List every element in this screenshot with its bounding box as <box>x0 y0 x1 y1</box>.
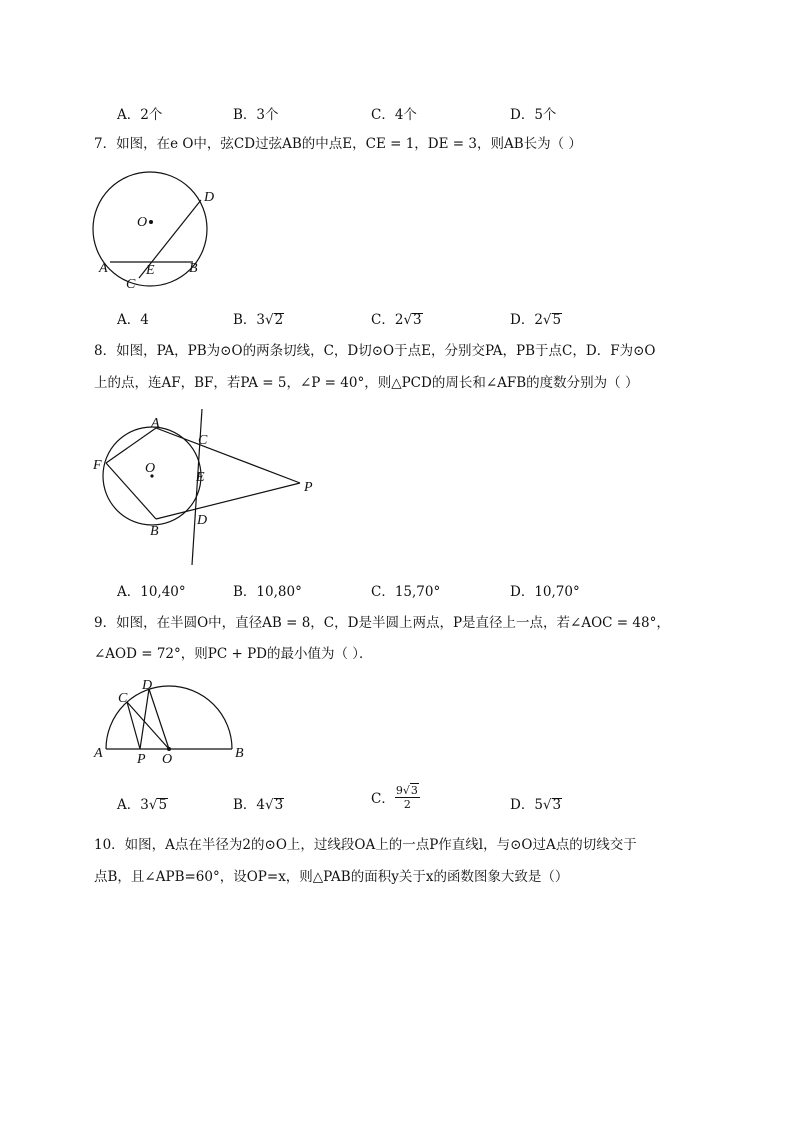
q8-stem-line1: 8．如图，PA，PB为⊙O的两条切线，C，D切⊙O于点E，分别交PA，PB于点C，D．F为⊙O <box>94 343 656 359</box>
q10-stem-line2: 点B，且∠APB=60°，设OP=x，则△PAB的面积y关于x的函数图象大致是（） <box>94 869 569 885</box>
q9-option-b[interactable]: B．4√3 <box>233 797 284 813</box>
q9-label-a: A <box>94 746 103 761</box>
q9-option-c[interactable]: C． $\frac{9√3}{2}$ <box>371 784 418 811</box>
q8-label-c: C <box>198 433 208 448</box>
q7-label-c: C <box>126 277 136 292</box>
q6-option-d[interactable]: D．5个 <box>510 107 557 123</box>
q9-label-o: O <box>162 752 173 767</box>
q7-figure <box>85 175 235 295</box>
q9-label-p: P <box>137 752 146 767</box>
q7-label-b: B <box>189 261 198 276</box>
q7-label-d: D <box>204 190 215 205</box>
q8-label-o: O <box>145 461 156 476</box>
q8-label-b: B <box>150 524 159 539</box>
q9-option-a[interactable]: A．3√5 <box>117 797 168 813</box>
q9-stem-line1: 9．如图，在半圆O中，直径AB = 8，C，D是半圆上两点，P是直径上一点，若∠AOC = 48°， <box>94 615 670 631</box>
q6-option-a[interactable]: A．2个 <box>117 107 163 123</box>
q7-stem: 7．如图，在e O中，弦CD过弦AB的中点E，CE = 1，DE = 3，则AB长为（ ） <box>94 136 582 152</box>
q8-option-c[interactable]: C．15,70° <box>371 584 441 600</box>
q7-option-a[interactable]: A．4 <box>117 312 149 328</box>
q7-label-o: O <box>137 215 148 230</box>
q8-option-d[interactable]: D．10,70° <box>510 584 580 600</box>
q8-stem-line2: 上的点，连AF，BF，若PA = 5，∠P = 40°，则△PCD的周长和∠AFB的度数分别为（ ） <box>94 375 639 391</box>
q8-option-a[interactable]: A．10,40° <box>117 584 186 600</box>
q8-label-f: F <box>93 458 102 473</box>
q9-option-d[interactable]: D．5√3 <box>510 797 562 813</box>
q7-option-b[interactable]: B．3√2 <box>233 312 284 328</box>
q8-label-a: A <box>151 416 160 431</box>
q8-label-p: P <box>304 480 313 495</box>
q8-label-e: E <box>196 470 205 485</box>
q9-stem-line2: ∠AOD = 72°，则PC + PD的最小值为（ ）． <box>94 646 373 662</box>
q9-label-d: D <box>142 678 153 693</box>
q7-label-a: A <box>99 261 108 276</box>
q10-stem-line1: 10．如图，A点在半径为2的⊙O上，过线段OA上的一点P作直线l，与⊙O过A点的切线交于 <box>94 837 637 853</box>
q6-option-b[interactable]: B．3个 <box>233 107 279 123</box>
q8-label-d: D <box>197 513 208 528</box>
q9-label-c: C <box>118 691 128 706</box>
q8-option-b[interactable]: B．10,80° <box>233 584 302 600</box>
q7-option-c[interactable]: C．2√3 <box>371 312 422 328</box>
q7-option-d[interactable]: D．2√5 <box>510 312 562 328</box>
q9-figure <box>92 675 262 770</box>
q6-option-c[interactable]: C．4个 <box>371 107 417 123</box>
q9-label-b: B <box>235 746 244 761</box>
q8-figure <box>88 405 328 570</box>
q7-label-e: E <box>146 263 155 278</box>
